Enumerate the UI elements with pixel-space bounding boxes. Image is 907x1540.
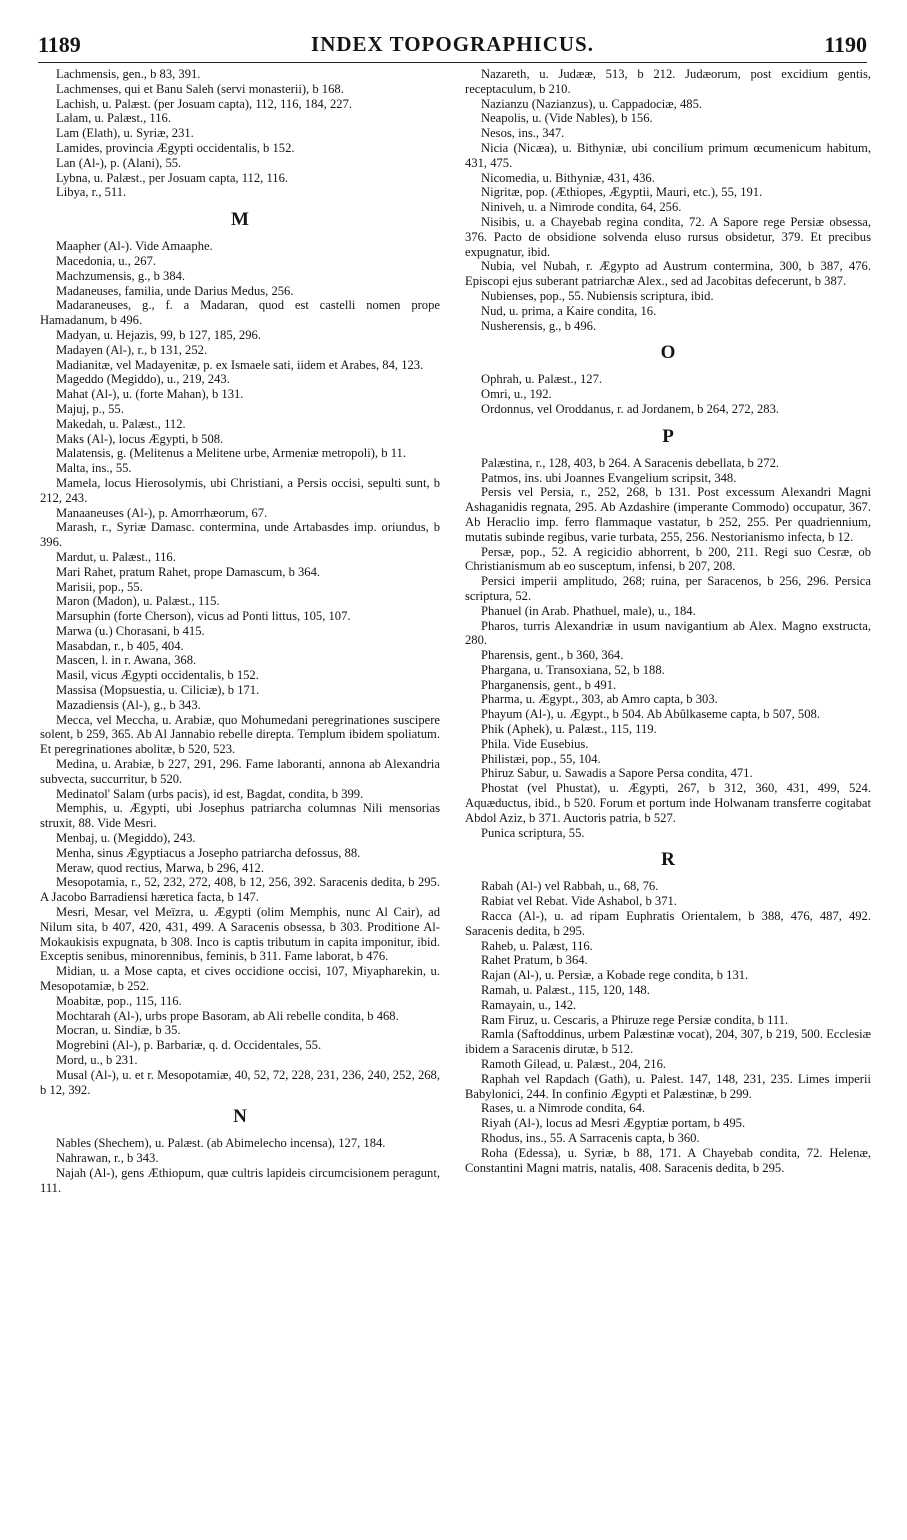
index-entry: Marsuphin (forte Cherson), vicus ad Ponti littus, 105, 107.	[56, 609, 351, 624]
index-entry: Nazianzu (Nazianzus), u. Cappadociæ, 485.	[481, 96, 703, 111]
index-entry: Nahrawan, r., b 343.	[56, 1151, 159, 1166]
index-entry: Mogrebini (Al-), p. Barbariæ, q. d. Occidentales, 55.	[56, 1038, 322, 1053]
index-entry: Lam (Elath), u. Syriæ, 231.	[56, 126, 194, 141]
section-letter-p: P	[662, 425, 674, 447]
index-entry: Nubia, vel Nubah, r. Ægypto ad Austrum contermina, 300, b 387, 476. Episcopi ejus suberant patriarchæ Alex., sed ad Jacobitas defecerunt, b 387.	[465, 259, 871, 289]
index-entry: Macedonia, u., 267.	[56, 253, 157, 268]
page-header	[38, 32, 867, 60]
index-entry: Ramoth Gilead, u. Palæst., 204, 216.	[481, 1057, 667, 1072]
index-entry: Moabitæ, pop., 115, 116.	[56, 993, 182, 1008]
entries-p-section	[465, 456, 871, 841]
index-entry: Patmos, ins. ubi Joannes Evangelium scripsit, 348.	[481, 470, 737, 485]
index-entry: Phila. Vide Eusebius.	[481, 736, 589, 751]
entries-n-continued	[465, 67, 871, 333]
section-letter-m: M	[231, 209, 249, 231]
index-entry: Omri, u., 192.	[481, 387, 552, 402]
index-entry: Nazareth, u. Judææ, 513, b 212. Judæorum, post excidium gentis, receptaculum, b 210.	[465, 67, 871, 96]
index-entry: Medinatol' Salam (urbs pacis), id est, Bagdat, condita, b 399.	[56, 786, 364, 801]
index-entry: Madyan, u. Hejazis, 99, b 127, 185, 296.	[56, 327, 261, 342]
index-entry: Lachish, u. Palæst. (per Josuam capta), 112, 116, 184, 227.	[56, 96, 353, 111]
index-entry: Malatensis, g. (Melitenus a Melitene urbe, Armeniæ metropoli), b 11.	[56, 446, 406, 461]
index-entry: Najah (Al-), gens Æthiopum, quæ cultris lapideis circumcisionem peragunt, 111.	[40, 1165, 440, 1195]
index-entry: Lachmenses, qui et Banu Saleh (servi monasterii), b 168.	[56, 81, 344, 96]
index-entry: Makedah, u. Palæst., 112.	[56, 416, 186, 431]
index-entry: Nud, u. prima, a Kaire condita, 16.	[481, 303, 657, 318]
index-entry: Mahat (Al-), u. (forte Mahan), b 131.	[56, 387, 244, 402]
index-entry: Persæ, pop., 52. A regicidio abhorrent, b 200, 211. Regi suo Cesræ, ob Christianismum ab eo susceptum, infensi, b 207, 208.	[465, 544, 871, 574]
index-entry: Marisii, pop., 55.	[56, 579, 143, 594]
index-entry: Masabdan, r., b 405, 404.	[56, 638, 184, 653]
index-entry: Pharos, turris Alexandriæ in usum navigantium ab Alex. Magno exstructa, 280.	[465, 618, 871, 648]
index-entry: Nisibis, u. a Chayebab regina condita, 72. A Sapore rege Persiæ obsessa, 376. Pacto de obsidione solvenda eluso rursus obsidetur, 379. Et precibus expugnatur, ibid.	[465, 214, 871, 259]
right-column	[465, 67, 871, 1175]
page-title: INDEX TOPOGRAPHICUS.	[311, 32, 594, 56]
index-entry: Lamides, provincia Ægypti occidentalis, b 152.	[56, 140, 295, 155]
entries-m-section	[40, 239, 440, 1097]
index-entry: Rabah (Al-) vel Rabbah, u., 68, 76.	[481, 879, 659, 894]
index-entry: Lan (Al-), p. (Alani), 55.	[56, 155, 182, 170]
index-entry: Nigritæ, pop. (Æthiopes, Ægyptii, Mauri, etc.), 55, 191.	[481, 185, 763, 200]
entries-l-section	[40, 67, 440, 200]
index-entry: Masil, vicus Ægypti occidentalis, b 152.	[56, 668, 259, 683]
index-entry: Rahet Pratum, b 364.	[481, 953, 588, 968]
index-entry: Menbaj, u. (Megiddo), 243.	[56, 831, 196, 846]
index-entry: Nicomedia, u. Bithyniæ, 431, 436.	[481, 170, 655, 185]
index-entry: Mamela, locus Hierosolymis, ubi Christiani, a Persis occisi, sepulti sunt, b 212, 243.	[40, 475, 440, 505]
index-entry: Menha, sinus Ægyptiacus a Josepho patriarcha defossus, 88.	[56, 845, 361, 860]
index-entry: Mazadiensis (Al-), g., b 343.	[56, 697, 201, 712]
index-entry: Mecca, vel Meccha, u. Arabiæ, quo Mohumedani peregrinationes suscipere solent, b 259, 365. Ab Al Jannabio rebelle direpta. Templum ibidem spoliatum. Et peregrinationes abolitæ, b 520, 523.	[40, 712, 440, 757]
index-entry: Majuj, p., 55.	[56, 401, 124, 416]
index-entry: Ordonnus, vel Oroddanus, r. ad Jordanem, b 264, 272, 283.	[481, 401, 780, 416]
index-entry: Nables (Shechem), u. Palæst. (ab Abimelecho incensa), 127, 184.	[56, 1136, 386, 1151]
index-entry: Manaaneuses (Al-), p. Amorrhæorum, 67.	[56, 505, 268, 520]
index-entry: Nusherensis, g., b 496.	[481, 318, 597, 333]
section-letter-n: N	[233, 1106, 247, 1128]
index-entry: Medina, u. Arabiæ, b 227, 291, 296. Fame laboranti, annona ab Alexandria subvecta, succurritur, b 520.	[40, 757, 440, 786]
index-entry: Persis vel Persia, r., 252, 268, b 131. Post excessum Alexandri Magni Ashaganidis regnata, 295. Ab Azdashire (imperante Commodo) occupatur, 367. Ab Heraclio imp. ferro flammaque vastatur, b 252, 255. Per quadriennium, mutatis subinde regibus, varie turbata, 255, 256. Nestorianismo infecta, b 12.	[465, 485, 871, 544]
index-entry: Nicia (Nicæa), u. Bithyniæ, ubi concilium primum œcumenicum habitum, 431, 475.	[465, 140, 871, 170]
index-entry: Memphis, u. Ægypti, ubi Josephus patriarcha columnas Nili mensorias struxit, 88. Vide Mesri.	[40, 801, 440, 831]
index-entry: Mord, u., b 231.	[56, 1053, 138, 1067]
index-entry: Raheb, u. Palæst, 116.	[481, 938, 593, 953]
index-entry: Meraw, quod rectius, Marwa, b 296, 412.	[56, 860, 264, 875]
index-entry: Lachmensis, gen., b 83, 391.	[56, 67, 201, 81]
index-entry: Mari Rahet, pratum Rahet, prope Damascum, b 364.	[56, 564, 321, 579]
entries-r-section	[465, 879, 871, 1175]
index-entry: Ramah, u. Palæst., 115, 120, 148.	[481, 983, 650, 998]
index-entry: Phargana, u. Transoxiana, 52, b 188.	[481, 662, 665, 677]
index-entry: Massisa (Mopsuestia, u. Ciliciæ), b 171.	[56, 683, 260, 698]
index-entry: Ramla (Saftoddinus, urbem Palæstinæ vocat), 204, 307, b 219, 500. Ecclesiæ ibidem a Saracenis dirutæ, b 512.	[465, 1027, 871, 1057]
index-entry: Riyah (Al-), locus ad Mesri Ægyptiæ portam, b 495.	[481, 1116, 746, 1131]
index-entry: Ram Firuz, u. Cescaris, a Phiruze rege Persiæ condita, b 111.	[481, 1012, 789, 1027]
index-entry: Marwa (u.) Chorasani, b 415.	[56, 623, 205, 638]
index-entry: Neapolis, u. (Vide Nables), b 156.	[481, 111, 653, 126]
index-entry: Madaneuses, familia, unde Darius Medus, 256.	[56, 283, 294, 298]
index-entry: Musal (Al-), u. et r. Mesopotamiæ, 40, 52, 72, 228, 231, 236, 240, 252, 268, b 12, 392.	[40, 1067, 440, 1097]
index-entry: Phanuel (in Arab. Phathuel, male), u., 184.	[481, 603, 696, 618]
index-entry: Pharensis, gent., b 360, 364.	[481, 648, 624, 663]
entries-n-section	[40, 1136, 440, 1195]
index-entry: Phik (Aphek), u. Palæst., 115, 119.	[481, 722, 657, 737]
index-entry: Pharganensis, gent., b 491.	[481, 677, 617, 692]
index-entry: Phayum (Al-), u. Ægypt., b 504. Ab Abûlkaseme capta, b 507, 508.	[481, 707, 820, 722]
index-entry: Pharma, u. Ægypt., 303, ab Amro capta, b 303.	[481, 692, 718, 707]
index-entry: Nesos, ins., 347.	[481, 126, 565, 141]
index-entry: Lalam, u. Palæst., 116.	[56, 111, 171, 126]
index-entry: Rhodus, ins., 55. A Sarracenis capta, b 360.	[481, 1131, 700, 1145]
header-rule	[38, 62, 867, 63]
index-entry: Ramayain, u., 142.	[481, 997, 577, 1012]
index-entry: Rabiat vel Rebat. Vide Ashabol, b 371.	[481, 894, 677, 909]
index-entry: Phiruz Sabur, u. Sawadis a Sapore Persa condita, 471.	[481, 766, 753, 781]
index-entry: Malta, ins., 55.	[56, 461, 132, 476]
index-entry: Rases, u. a Nimrode condita, 64.	[481, 1101, 646, 1116]
index-entry: Mageddo (Megiddo), u., 219, 243.	[56, 372, 230, 387]
index-entry: Punica scriptura, 55.	[481, 825, 585, 840]
index-entry: Mesri, Mesar, vel Meïzra, u. Ægypti (olim Memphis, nunc Al Cair), ad Nilum sita, b 407, 420, 431, 499. A Saracenis obsessa, b 303. Proditione Al-Mokaukisis expugnata, b 308. Inco is captis tributum in capita imponitur, ibid. Exceptis senibus, minorennibus, feminis, b 311. Fame laborat, b 476.	[40, 905, 440, 964]
index-entry: Libya, r., 511.	[56, 185, 127, 200]
index-entry: Madayen (Al-), r., b 131, 252.	[56, 342, 208, 357]
section-letter-o: O	[660, 342, 676, 364]
index-entry: Mascen, l. in r. Awana, 368.	[56, 653, 197, 668]
page-number-left: 1189	[38, 32, 81, 57]
index-entry: Mardut, u. Palæst., 116.	[56, 549, 176, 564]
index-entry: Mochtarah (Al-), urbs prope Basoram, ab Ali rebelle condita, b 468.	[56, 1008, 399, 1023]
index-entry: Ophrah, u. Palæst., 127.	[481, 372, 603, 387]
index-entry: Madianitæ, vel Madayenitæ, p. ex Ismaele sati, iidem et Arabes, 84, 123.	[56, 357, 424, 372]
index-entry: Persici imperii amplitudo, 268; ruina, per Saracenos, b 256, 296. Persica scriptura, 52.	[465, 574, 871, 603]
section-letter-r: R	[661, 849, 675, 871]
index-entry: Rajan (Al-), u. Persiæ, a Kobade rege condita, b 131.	[481, 968, 749, 983]
index-entry: Nubienses, pop., 55. Nubiensis scriptura, ibid.	[481, 288, 714, 303]
index-entry: Racca (Al-), u. ad ripam Euphratis Orientalem, b 388, 476, 487, 492. Saracenis dedita, b 295.	[465, 909, 871, 938]
index-entry: Midian, u. a Mose capta, et cives occidione occisi, 107, Miyapharekin, u. Mesopotamiæ, b 252.	[40, 964, 440, 994]
index-entry: Maapher (Al-). Vide Amaaphe.	[56, 239, 213, 254]
page-number-right: 1190	[824, 32, 867, 57]
index-entry: Lybna, u. Palæst., per Josuam capta, 112, 116.	[56, 170, 289, 185]
left-column	[40, 67, 440, 1196]
index-entry: Maron (Madon), u. Palæst., 115.	[56, 594, 220, 609]
index-entry: Maks (Al-), locus Ægypti, b 508.	[56, 431, 224, 446]
index-entry: Mocran, u. Sindiæ, b 35.	[56, 1023, 181, 1038]
index-entry: Niniveh, u. a Nimrode condita, 64, 256.	[481, 200, 682, 215]
index-entry: Raphah vel Rapdach (Gath), u. Palest. 147, 148, 231, 235. Limes imperii Babylonici, 244. In confinio Ægypti et Palæstinæ, b 299.	[465, 1071, 871, 1101]
index-entry: Machzumensis, g., b 384.	[56, 268, 186, 283]
index-entry: Palæstina, r., 128, 403, b 264. A Saracenis debellata, b 272.	[481, 455, 780, 470]
index-entry: Madaraneuses, g., f. a Madaran, quod est castelli nomen prope Hamadanum, b 496.	[40, 298, 440, 328]
index-entry: Phostat (vel Phustat), u. Ægypti, 267, b 312, 360, 431, 499, 524. Aquæductus, ibid., b 520. Forum et portum inde Holwanam transferre cogitabat Abdol Aziz, b 371. Auctoris patria, b 527.	[465, 781, 871, 825]
index-entry: Roha (Edessa), u. Syriæ, b 88, 171. A Chayebab condita, 72. Helenæ, Constantini Magni matris, natalis, 408. Saracenis dedita, b 295.	[465, 1145, 871, 1175]
index-entry: Marash, r., Syriæ Damasc. contermina, unde Artabasdes imp. oriundus, b 396.	[40, 520, 440, 550]
index-entry: Mesopotamia, r., 52, 232, 272, 408, b 12, 256, 392. Saracenis dedita, b 295. A Jacobo Barradiensi hæretica facta, b 147.	[40, 875, 440, 905]
index-entry: Philistæi, pop., 55, 104.	[481, 751, 601, 766]
entries-o-section	[465, 372, 871, 416]
